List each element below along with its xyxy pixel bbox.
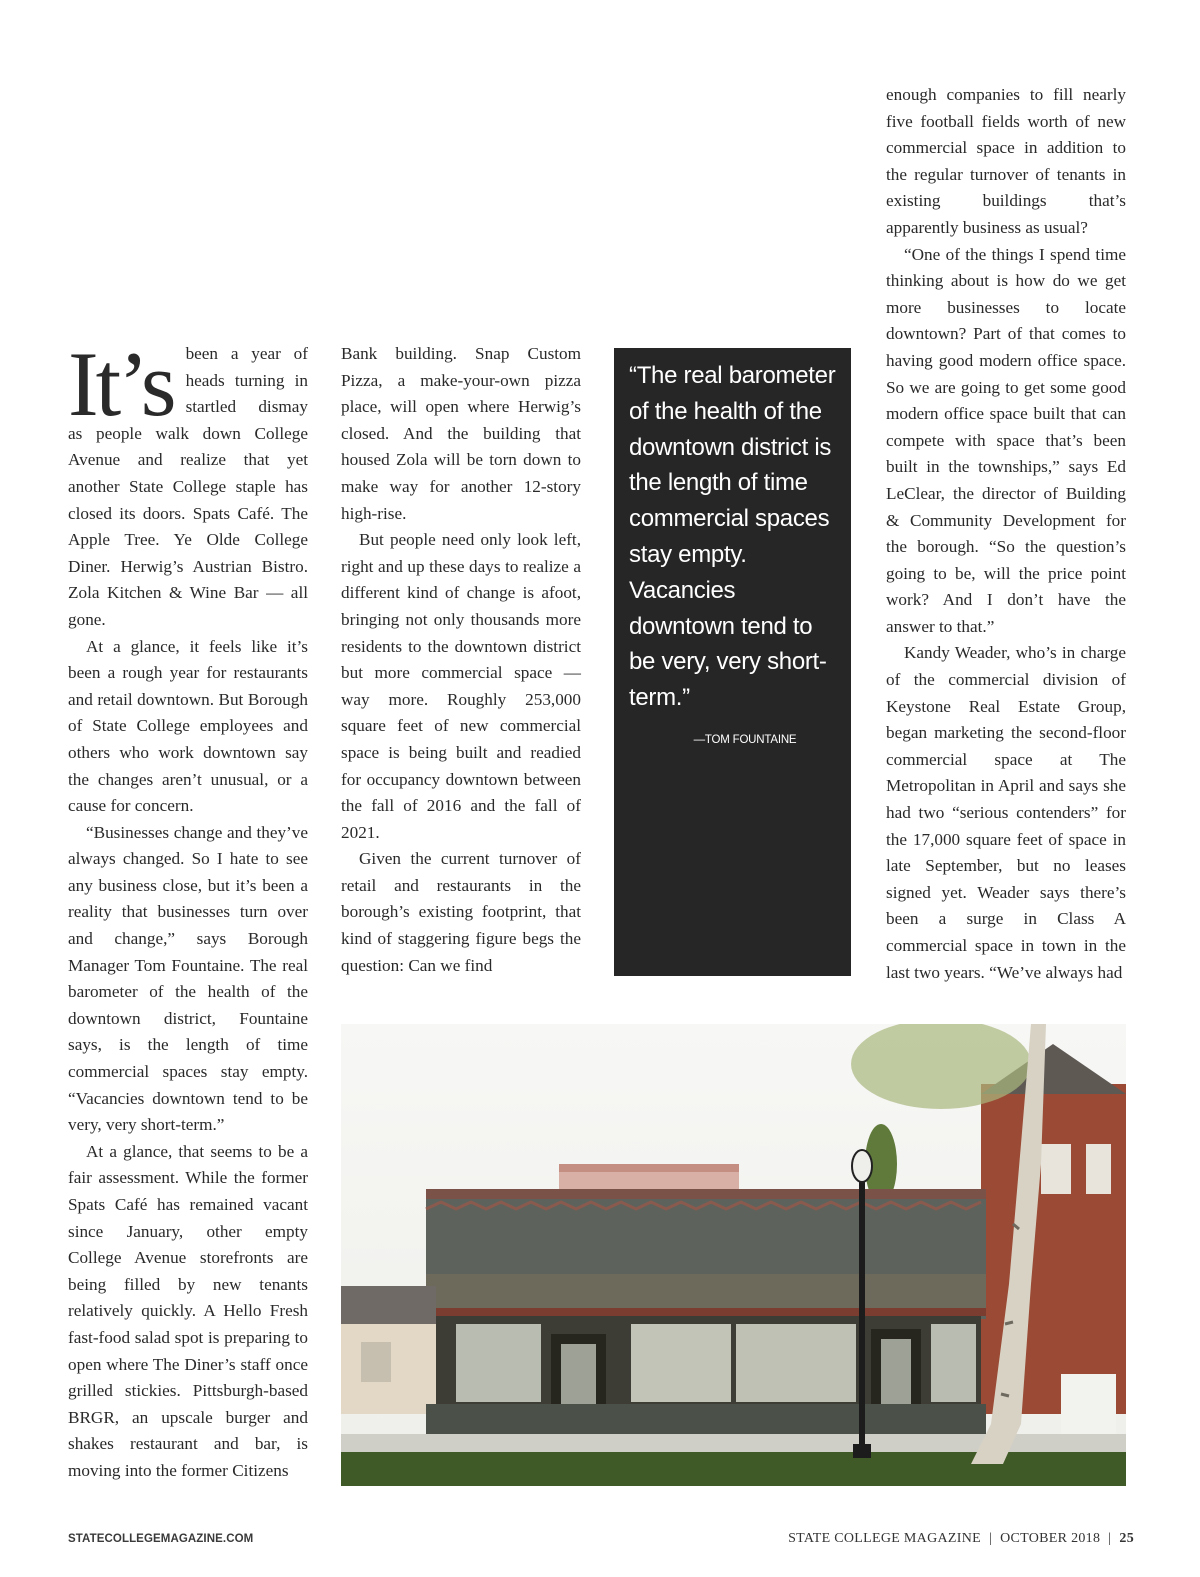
footer-folio [788, 1531, 1134, 1547]
article-paragraph: “One of the things I spend time thinking about is how do we get more businesses to locate downtown? Part of that comes to having good modern office space. So we are going to get some good modern office space built that can compete with space that’s been built in the townships,” says Ed LeClear, the director of Building & Community Development for the borough. “So the question’s going to be, will the price point work? And I don’t have the answer to that.” [886, 244, 1126, 636]
article-column-2 [341, 341, 581, 979]
article-column-3 [886, 82, 1126, 986]
page-number: 25 [1119, 1531, 1134, 1546]
storefront-photo [341, 1024, 1126, 1486]
pull-quote [614, 348, 851, 976]
article-paragraph: enough companies to fill nearly five football fields worth of new commercial space in addition to the regular turnover of tenants in existing buildings that’s apparently business as usual? [886, 85, 1126, 237]
article-paragraph: At a glance, that seems to be a fair assessment. While the former Spats Café has remained vacant since January, other empty College Avenue storefronts are being filled by new tenants relatively quickly. A Hello Fresh fast-food salad spot is preparing to open where The Diner’s staff once grilled stickies. Pittsburgh-based BRGR, an upscale burger and shakes restaurant and bar, is moving into the former Citizens [68, 1141, 308, 1480]
footer-magazine-name: STATE COLLEGE MAGAZINE [788, 1531, 981, 1546]
article-paragraph: Bank building. Snap Custom Pizza, a make-your-own pizza place, will open where Herwig’s closed. And the building that housed Zola will be torn down to make way for another 12-story high-rise. [341, 344, 581, 523]
footer-separator: | [1108, 1531, 1112, 1546]
footer-website: STATECOLLEGEMAGAZINE.COM [68, 1533, 254, 1545]
pull-quote-attribution: —TOM FOUNTAINE [693, 733, 797, 746]
article-paragraph: Given the current turnover of retail and restaurants in the borough’s existing footprint, that kind of staggering figure begs the question: Can we find [341, 849, 581, 975]
article-paragraph: Kandy Weader, who’s in charge of the commercial division of Keystone Real Estate Group, began marketing the second-floor commercial space at The Metropolitan in April and says she had two “serious contenders” for the 17,000 square feet of space in late September, but no leases signed yet. Weader says there’s been a surge in Class A commercial space in town in the last two years. “We’ve always had [886, 643, 1126, 982]
article-column-1 [68, 333, 308, 1485]
article-paragraph: “Businesses change and they’ve always changed. So I hate to see any business close, but it’s been a reality that businesses turn over and change,” says Borough Manager Tom Fountaine. The real barometer of the health of the downtown district, Fountaine says, is the length of time commercial spaces stay empty. “Vacancies downtown tend to be very, very short-term.” [68, 822, 308, 1135]
footer-separator: | [988, 1531, 993, 1546]
drop-cap: It’s [68, 333, 174, 435]
article-paragraph: It’s been a year of heads turning in startled dismay as people walk down College Avenue and realize that yet another State College staple has closed its doors. Spats Café. The Apple Tree. Ye Olde College Diner. Herwig’s Austrian Bistro. Zola Kitchen & Wine Bar — all gone. [68, 333, 308, 629]
footer-issue: OCTOBER 2018 [1000, 1531, 1101, 1546]
article-paragraph: At a glance, it feels like it’s been a rough year for restaurants and retail downtown. But Borough of State College employees and others who work downtown say the changes aren’t unusual, or a cause for concern. [68, 636, 308, 816]
article-paragraph: But people need only look left, right and up these days to realize a different kind of change is afoot, bringing not only thousands more residents to the downtown district but more commercial space — way more. Roughly 253,000 square feet of new commercial space is being built and readied for occupancy downtown between the fall of 2016 and the fall of 2021. [341, 530, 581, 842]
pull-quote-text: “The real barometer of the health of the downtown district is the length of time commercial spaces stay empty. Vacancies downtown tend to be very, very short-term.” [629, 362, 836, 712]
